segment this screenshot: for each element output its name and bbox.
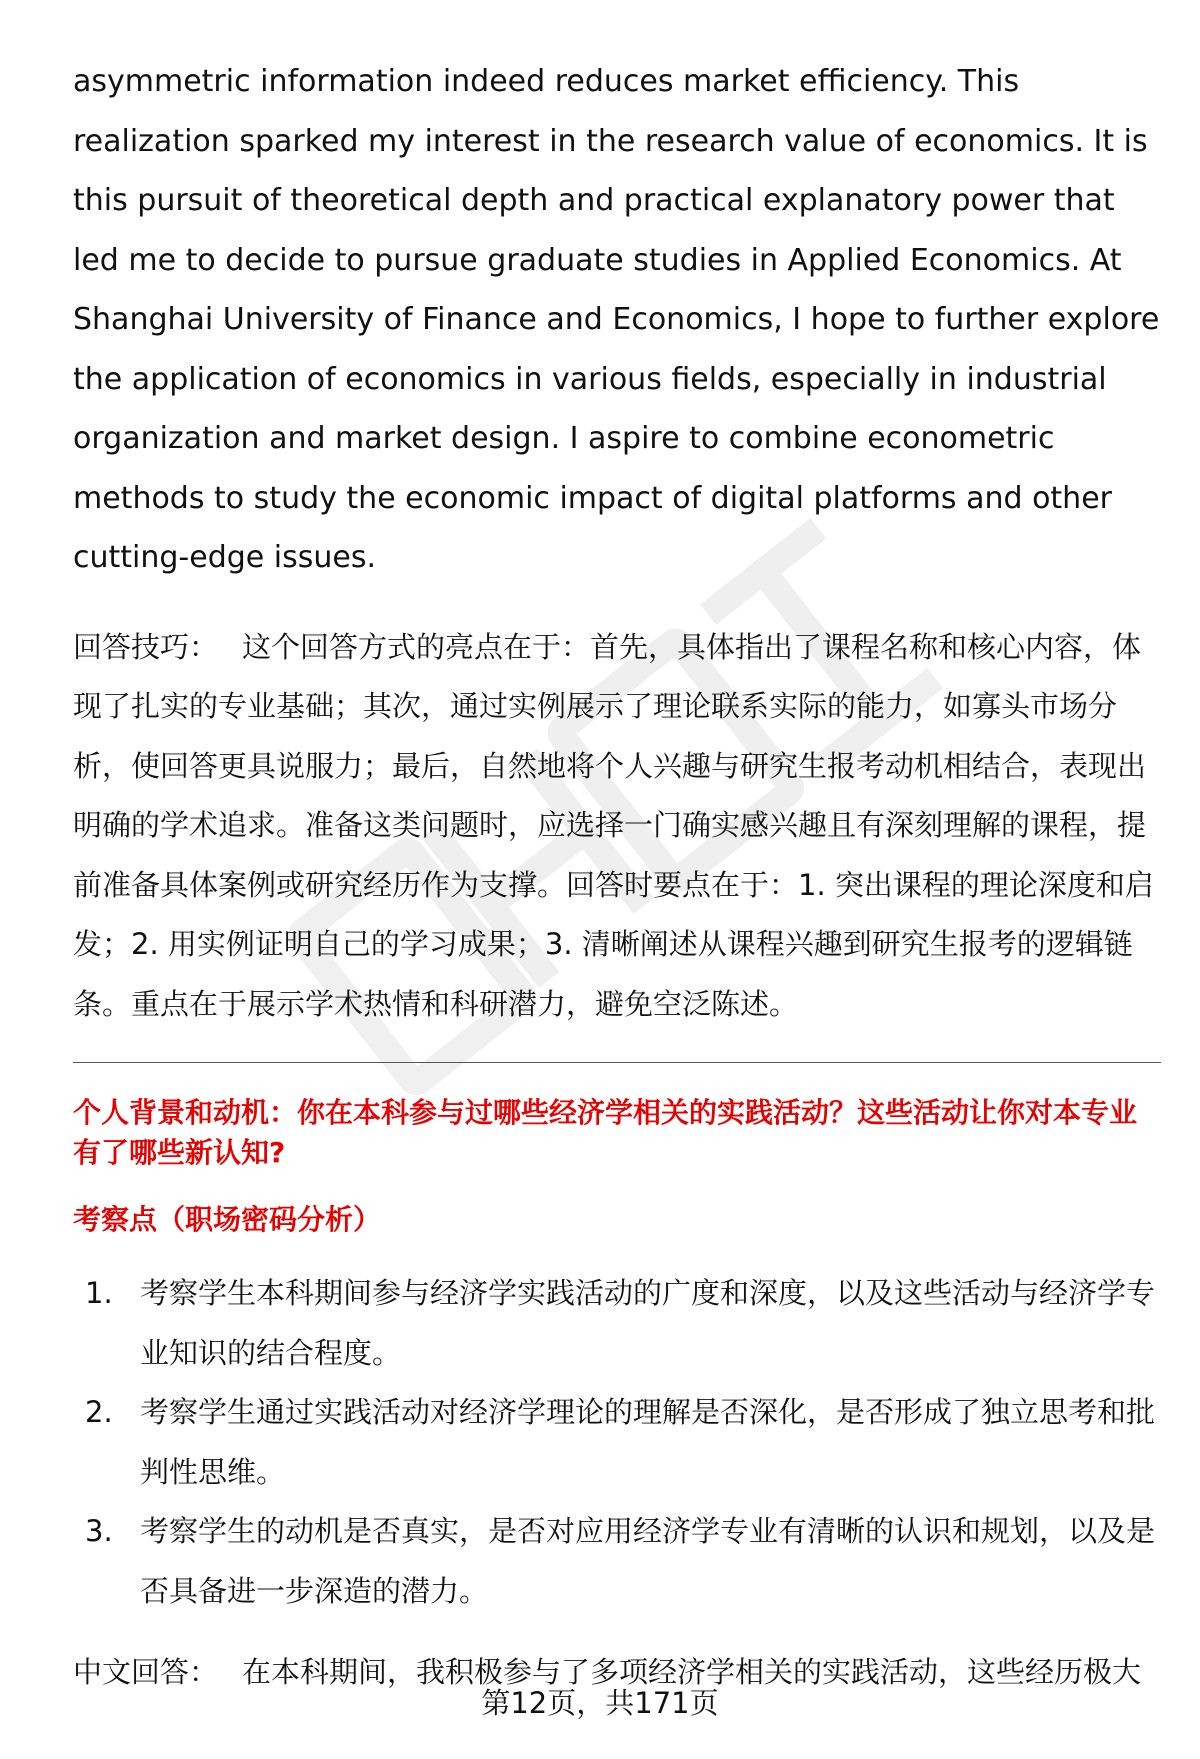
- list-item-number: 2.: [85, 1395, 113, 1429]
- list-item-text: 考察学生通过实践活动对经济学理论的理解是否深化，是否形成了独立思考和批判性思维。: [140, 1395, 1156, 1489]
- chinese-answer-label: 中文回答：: [73, 1655, 219, 1689]
- chinese-answer-text: 在本科期间，我积极参与了多项经济学相关的实践活动，这些经历极大: [242, 1655, 1142, 1689]
- answer-tips-label: 回答技巧：: [73, 629, 219, 664]
- list-item-number: 1.: [85, 1276, 113, 1310]
- question-heading: 个人背景和动机：你在本科参与过哪些经济学相关的实践活动？这些活动让你对本专业有了哪些新认知?: [73, 1096, 1138, 1169]
- answer-tips-paragraph: [73, 618, 1161, 1035]
- page-number-footer: 第12页，共171页: [481, 1686, 719, 1720]
- list-item: [85, 1383, 1161, 1502]
- section-divider: [73, 1062, 1161, 1063]
- list-item-number: 3.: [85, 1514, 113, 1548]
- page-content: [73, 52, 1161, 1703]
- english-answer-paragraph: asymmetric information indeed reduces market efficiency. This realization sparked my interest in the research value of economics. It is this pursuit of theoretical depth and practical explanatory power that led me to decide to pursue graduate studies in Applied Economics. At Shanghai University of Finance and Economics, I hope to further explore the application of economics in various fields, especially in industrial organization and market design. I aspire to combine econometric methods to study the economic impact of digital platforms and other cutting-edge issues.: [73, 64, 1160, 575]
- answer-tips-text: 这个回答方式的亮点在于：首先，具体指出了课程名称和核心内容，体现了扎实的专业基础；其次，通过实例展示了理论联系实际的能力，如寡头市场分析，使回答更具说服力；最后，自然地将个人兴趣与研究生报考动机相结合，表现出明确的学术追求。准备这类问题时，应选择一门确实感兴趣且有深刻理解的课程，提前准备具体案例或研究经历作为支撑。回答时要点在于：1. 突出课程的理论深度和启发；2. 用实例证明自己的学习成果；3. 清晰阐述从课程兴趣到研究生报考的逻辑链条。重点在于展示学术热情和科研潜力，避免空泛陈述。: [73, 629, 1154, 1021]
- list-item-text: 考察学生本科期间参与经济学实践活动的广度和深度，以及这些活动与经济学专业知识的结合程度。: [140, 1276, 1156, 1370]
- exam-points-list: [73, 1264, 1161, 1621]
- exam-points-heading: 考察点（职场密码分析）: [73, 1203, 382, 1236]
- list-item: [85, 1502, 1161, 1621]
- list-item: [85, 1264, 1161, 1383]
- list-item-text: 考察学生的动机是否真实，是否对应用经济学专业有清晰的认识和规划，以及是否具备进一步深造的潜力。: [140, 1514, 1156, 1608]
